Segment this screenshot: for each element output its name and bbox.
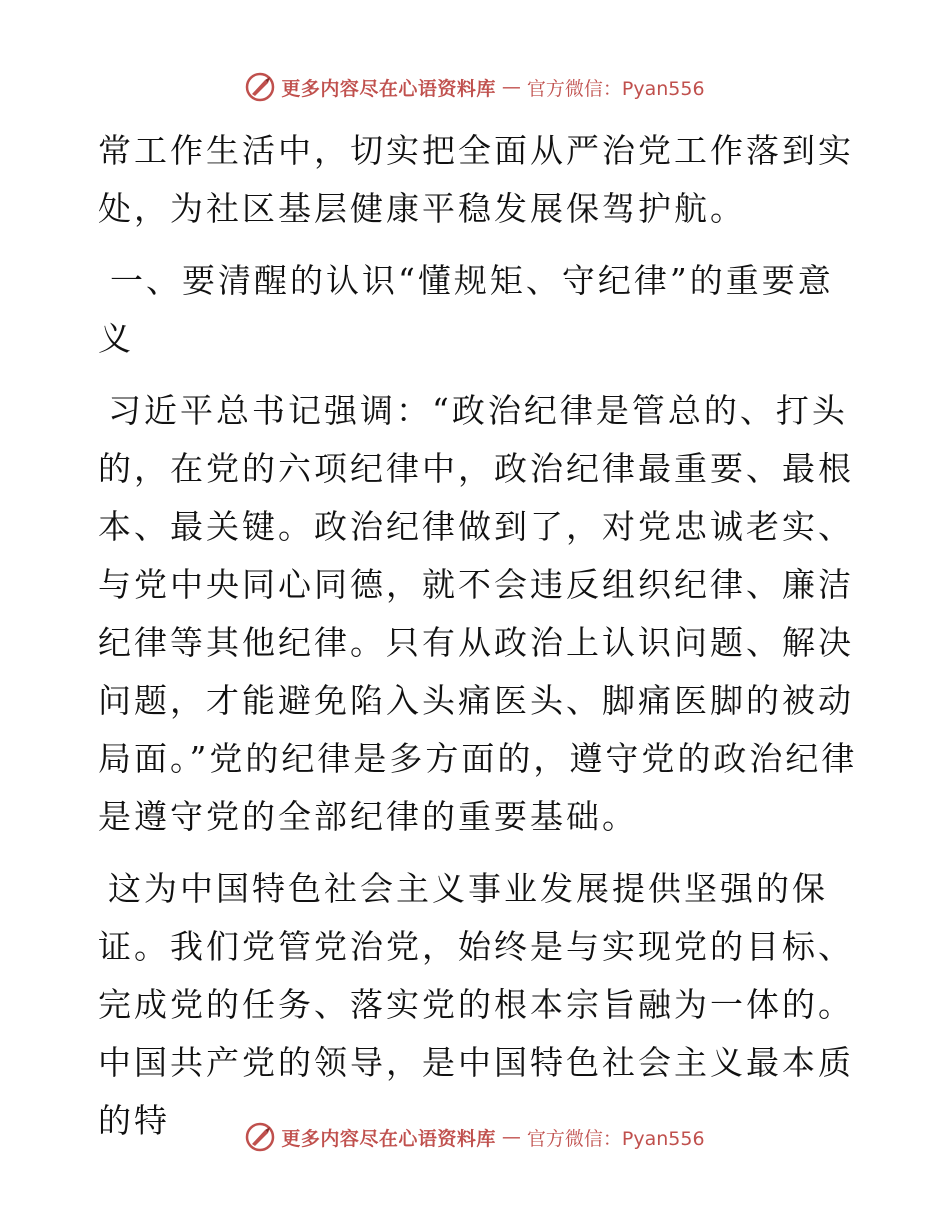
watermark-contact: 官方微信：Pyan556 [526,77,705,100]
quill-seal-icon [245,1122,275,1152]
section-heading: 一、要清醒的认识“懂规矩、守纪律”的重要意义 [98,261,834,358]
paragraph: 常工作生活中，切实把全面从严治党工作落到实处，为社区基层健康平稳发展保驾护航。 [98,131,854,228]
watermark-separator: — [501,1126,521,1148]
watermark-brand: 更多内容尽在心语资料库 [281,1127,496,1150]
footer-watermark [0,1122,950,1152]
document-body [98,122,858,1164]
watermark-brand: 更多内容尽在心语资料库 [281,77,496,100]
header-watermark [0,72,950,102]
watermark-contact: 官方微信：Pyan556 [526,1127,705,1150]
paragraph: 这为中国特色社会主义事业发展提供坚强的保证。我们党管党治党，始终是与实现党的目标、完成党的任务、落实党的根本宗旨融为一体的。中国共产党的领导，是中国特色社会主义最本质的特 [98,869,854,1140]
paragraph: 习近平总书记强调：“政治纪律是管总的、打头的，在党的六项纪律中，政治纪律最重要、最根本、最关键。政治纪律做到了，对党忠诚老实、与党中央同心同德，就不会违反组织纪律、廉洁纪律等其他纪律。只有从政治上认识问题、解决问题，才能避免陷入头痛医头、脚痛医脚的被动局面。”党的纪律是多方面的，遵守党的政治纪律是遵守党的全部纪律的重要基础。 [98,391,858,836]
watermark-separator: — [501,76,521,98]
quill-seal-icon [245,72,275,102]
